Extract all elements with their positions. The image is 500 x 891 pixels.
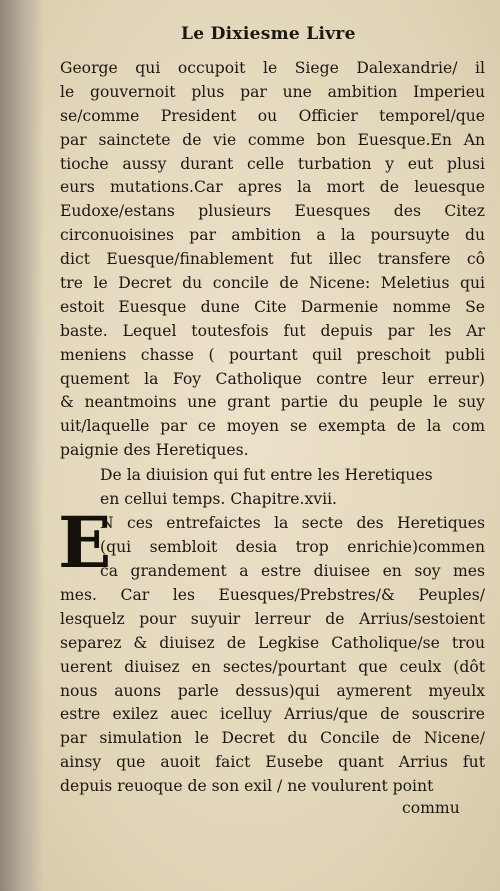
text-line: separez & diuisez de Legkise Catholique/se trou bbox=[60, 633, 485, 652]
text-line: meniens chasse ( pourtant quil preschoit publi bbox=[60, 345, 485, 364]
text-line: George qui occupoit le Siege Dalexandrie/ il bbox=[60, 59, 485, 77]
text-line: N ces entrefaictes la secte des Heretiques bbox=[100, 514, 485, 532]
text-line: De la diuision qui fut entre les Heretiques bbox=[100, 466, 433, 484]
text-line: eurs mutations.Car apres la mort de leuesque bbox=[60, 178, 485, 197]
text-line: uerent diuisez en sectes/pourtant que ceulx (dôt bbox=[60, 657, 485, 676]
text-line: en cellui temps. Chapitre.xvii. bbox=[100, 489, 338, 508]
text-line: mes. Car les Euesques/Prebstres/& Peuples/ bbox=[60, 586, 485, 604]
chapter-heading bbox=[100, 464, 485, 512]
text-line: estre exilez auec icelluy Arrius/que de souscrire bbox=[60, 705, 485, 724]
text-line: uit/laquelle par ce moyen se exempta de la com bbox=[60, 417, 485, 436]
text-line: par simulation le Decret du Concile de Nicene/ bbox=[60, 729, 485, 748]
text-line: dict Euesque/finablement fut illec transfere cô bbox=[60, 250, 485, 269]
text-line: ainsy que auoit faict Eusebe quant Arrius fut bbox=[60, 753, 485, 772]
text-line: paignie des Heretiques. bbox=[60, 441, 249, 460]
text-line: baste. Lequel toutesfois fut depuis par les Ar bbox=[60, 321, 485, 340]
text-line: Eudoxe/estans plusieurs Euesques des Citez bbox=[60, 202, 485, 221]
text-line: circonuoisines par ambition a la poursuyte du bbox=[60, 226, 485, 245]
drop-cap-initial: E bbox=[58, 501, 112, 584]
text-line: & neantmoins une grant partie du peuple le suy bbox=[60, 393, 485, 412]
text-line: quement la Foy Catholique contre leur erreur) bbox=[60, 369, 485, 388]
text-line: estoit Euesque dune Cite Darmenie nomme Se bbox=[60, 297, 485, 316]
paragraph-2-body bbox=[60, 584, 485, 799]
text-line: depuis reuoque de son exil / ne voulurent point bbox=[60, 777, 434, 796]
paragraph-1 bbox=[60, 57, 485, 463]
text-line: (qui sembloit desia trop enrichie)commen bbox=[100, 537, 485, 556]
text-line: tre le Decret du concile de Nicene: Meletius qui bbox=[60, 274, 485, 293]
text-line: ca grandement a estre diuisee en soy mes bbox=[100, 561, 485, 580]
text-line: nous auons parle dessus)qui aymerent myeulx bbox=[60, 681, 485, 700]
text-line: se/comme President ou Officier temporel/que bbox=[60, 106, 485, 125]
binding-gutter-shadow bbox=[0, 0, 44, 891]
catchword: commu bbox=[402, 799, 460, 817]
paragraph-2-indented bbox=[100, 512, 485, 584]
text-line: lesquelz pour suyuir lerreur de Arrius/sestoient bbox=[60, 609, 485, 628]
running-header: Le Dixiesme Livre bbox=[181, 24, 356, 44]
text-line: le gouvernoit plus par une ambition Imperieu bbox=[60, 82, 485, 101]
text-line: par sainctete de vie comme bon Euesque.En An bbox=[60, 130, 485, 149]
text-line: tioche aussy durant celle turbation y eut plusi bbox=[60, 154, 485, 173]
